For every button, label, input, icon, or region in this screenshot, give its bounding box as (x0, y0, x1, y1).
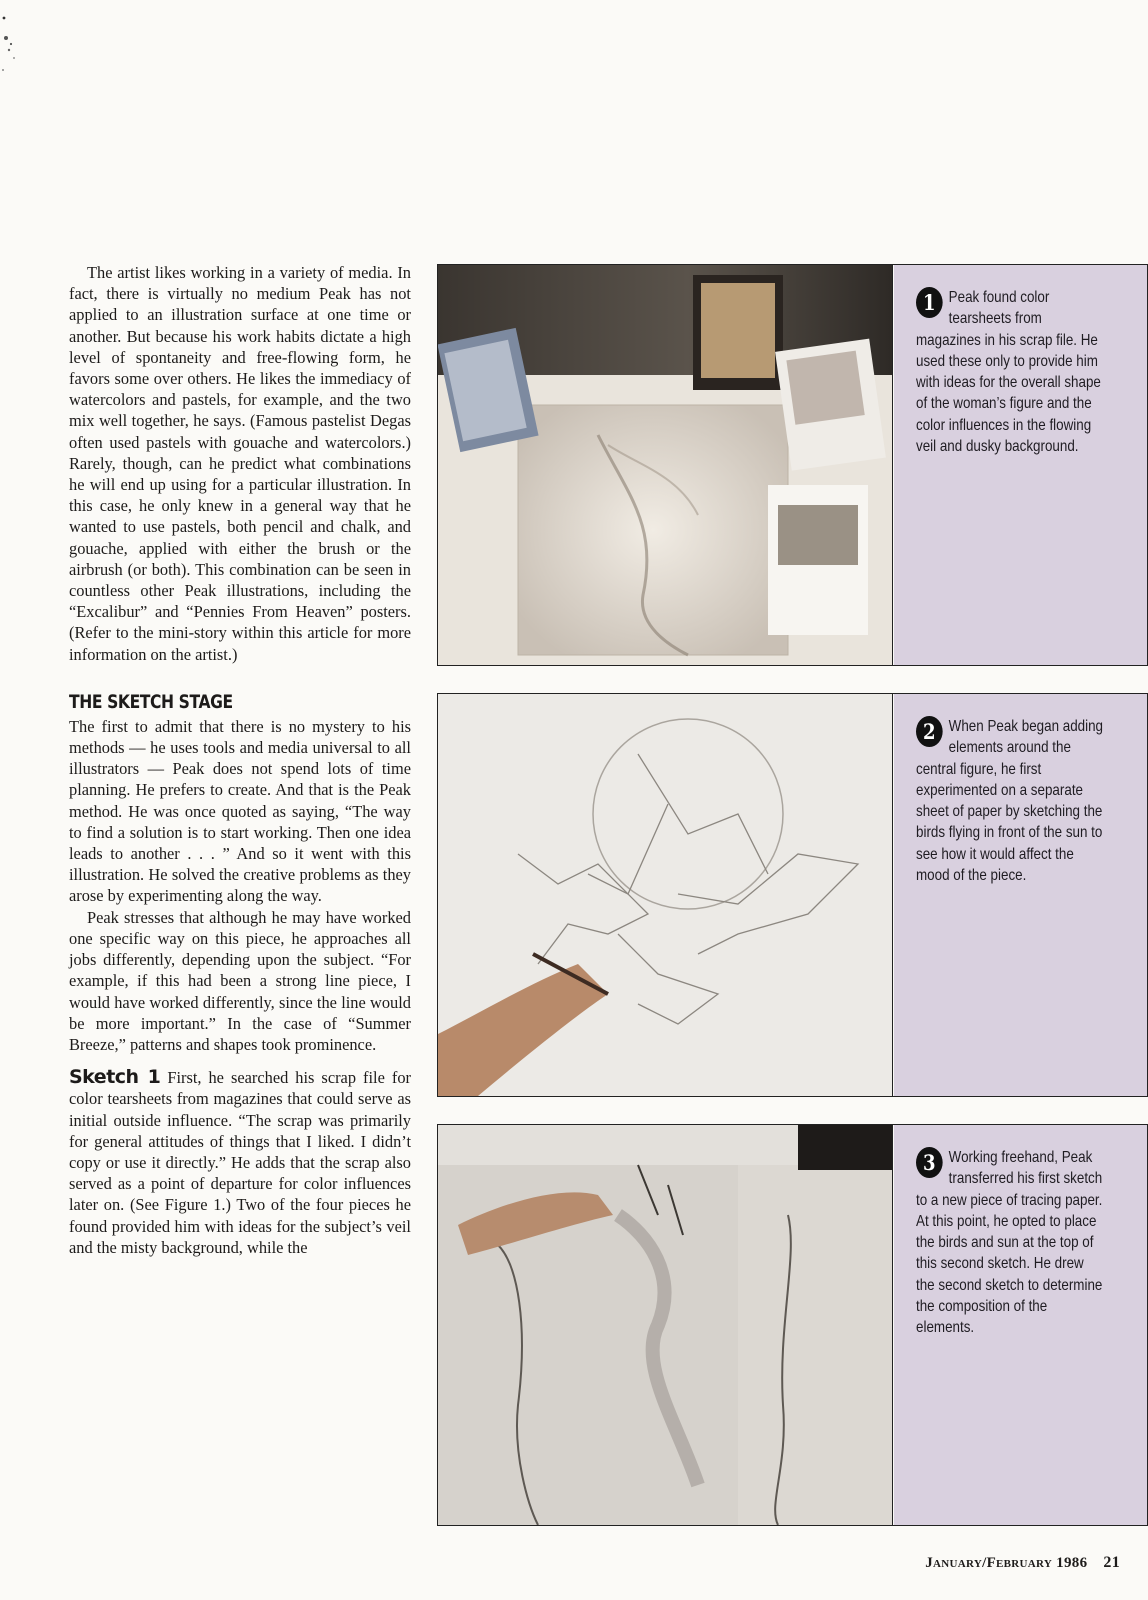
figure-3-number: 3 (916, 1147, 943, 1178)
figure-2-caption (916, 716, 1103, 886)
page-number: 21 (1103, 1554, 1120, 1571)
figure-3-caption (916, 1147, 1103, 1339)
page-folio (925, 1554, 1120, 1572)
figure-3-caption-panel (894, 1125, 1147, 1525)
paragraph-sketch-1 (69, 1067, 411, 1258)
figure-2-photo (438, 694, 893, 1096)
paragraph-approach: Peak stresses that although he may have worked one specific way on this piece, he approaches all jobs differently, depending upon the subject. “For example, if this had been a strong line piece, I would have worked differently, since the line would be more important.” In the case of “Summer Breeze,” patterns and shapes took prominence. (69, 907, 411, 1054)
figure-2-caption-text: When Peak began adding elements around the central figure, he first experimented on a separate sheet of paper by sketching the birds flying in front of the sun to see how it would affect the mood of the piece. (916, 718, 1104, 885)
issue-date: January/February 1986 (925, 1555, 1088, 1571)
figure-2-number: 2 (916, 716, 943, 747)
figure-3-caption-text: Working freehand, Peak transferred his first sketch to a new piece of tracing paper. At this point, he opted to place the birds and sun at the top of this second sketch. He drew the second sketch to determine the composition of the elements. (916, 1149, 1103, 1337)
figure-3 (437, 1124, 1148, 1526)
figure-3-photo (438, 1125, 893, 1525)
figure-1-photo (438, 265, 893, 665)
figure-2-caption-panel (894, 694, 1147, 1096)
figure-1-caption-panel (894, 265, 1147, 665)
paragraph-media: The artist likes working in a variety of media. In fact, there is virtually no medium Peak has not applied to an illustration surface at one time or another. But because his work habits dictate a high level of spontaneity and free-flowing form, he favors some over others. He likes the immediacy of watercolors and pastels, for example, and the two mix well together, he says. (Famous pastelist Degas often used pastels with gouache and watercolors.) Rarely, though, can he predict what combinations he will end up using for a particular illustration. In this case, he only knew in a general way that he wanted to use pastels, both pencil and chalk, and gouache, applied with either the brush or the airbrush (or both). This combination can be seen in countless other Peak illustrations, including the “Excalibur” and “Pennies From Heaven” posters. (Refer to the mini-story within this article for more information on the artist.) (69, 263, 411, 664)
article-column (69, 262, 411, 1258)
figure-1 (437, 264, 1148, 666)
paragraph-method: The first to admit that there is no mystery to his methods — he uses tools and media universal to all illustrators — Peak does not spend lots of time planning. He prefers to create. And that is the Peak method. He was once quoted as saying, “The way to find a solution is to start working. Then one idea leads to another . . . ” And so it went with this illustration. He solved the creative problems as they arose by experimenting along the way. (69, 716, 411, 906)
figure-1-number: 1 (916, 287, 943, 318)
paragraph-sketch-1-text: First, he searched his scrap file for color tearsheets from magazines that could serve as initial outside influence. “The scrap was primarily for general attitudes of things that I liked. I didn’t copy or use it directly.” He adds that the scrap also served as a point of departure for color influences later on. (See Figure 1.) Two of the four pieces he found provided him with ideas for the subject’s veil and the misty background, while the (69, 1068, 411, 1257)
runin-label: Sketch 1 (69, 1066, 161, 1089)
figure-1-caption-text: Peak found color tearsheets from magazines in his scrap file. He used these only to provide him with ideas for the overall shape of the woman’s figure and the color influences in the flowing veil and dusky background. (916, 289, 1101, 456)
figure-2 (437, 693, 1148, 1097)
section-heading: THE SKETCH STAGE (69, 690, 233, 713)
scan-specks (0, 0, 40, 140)
figure-1-caption (916, 287, 1103, 457)
